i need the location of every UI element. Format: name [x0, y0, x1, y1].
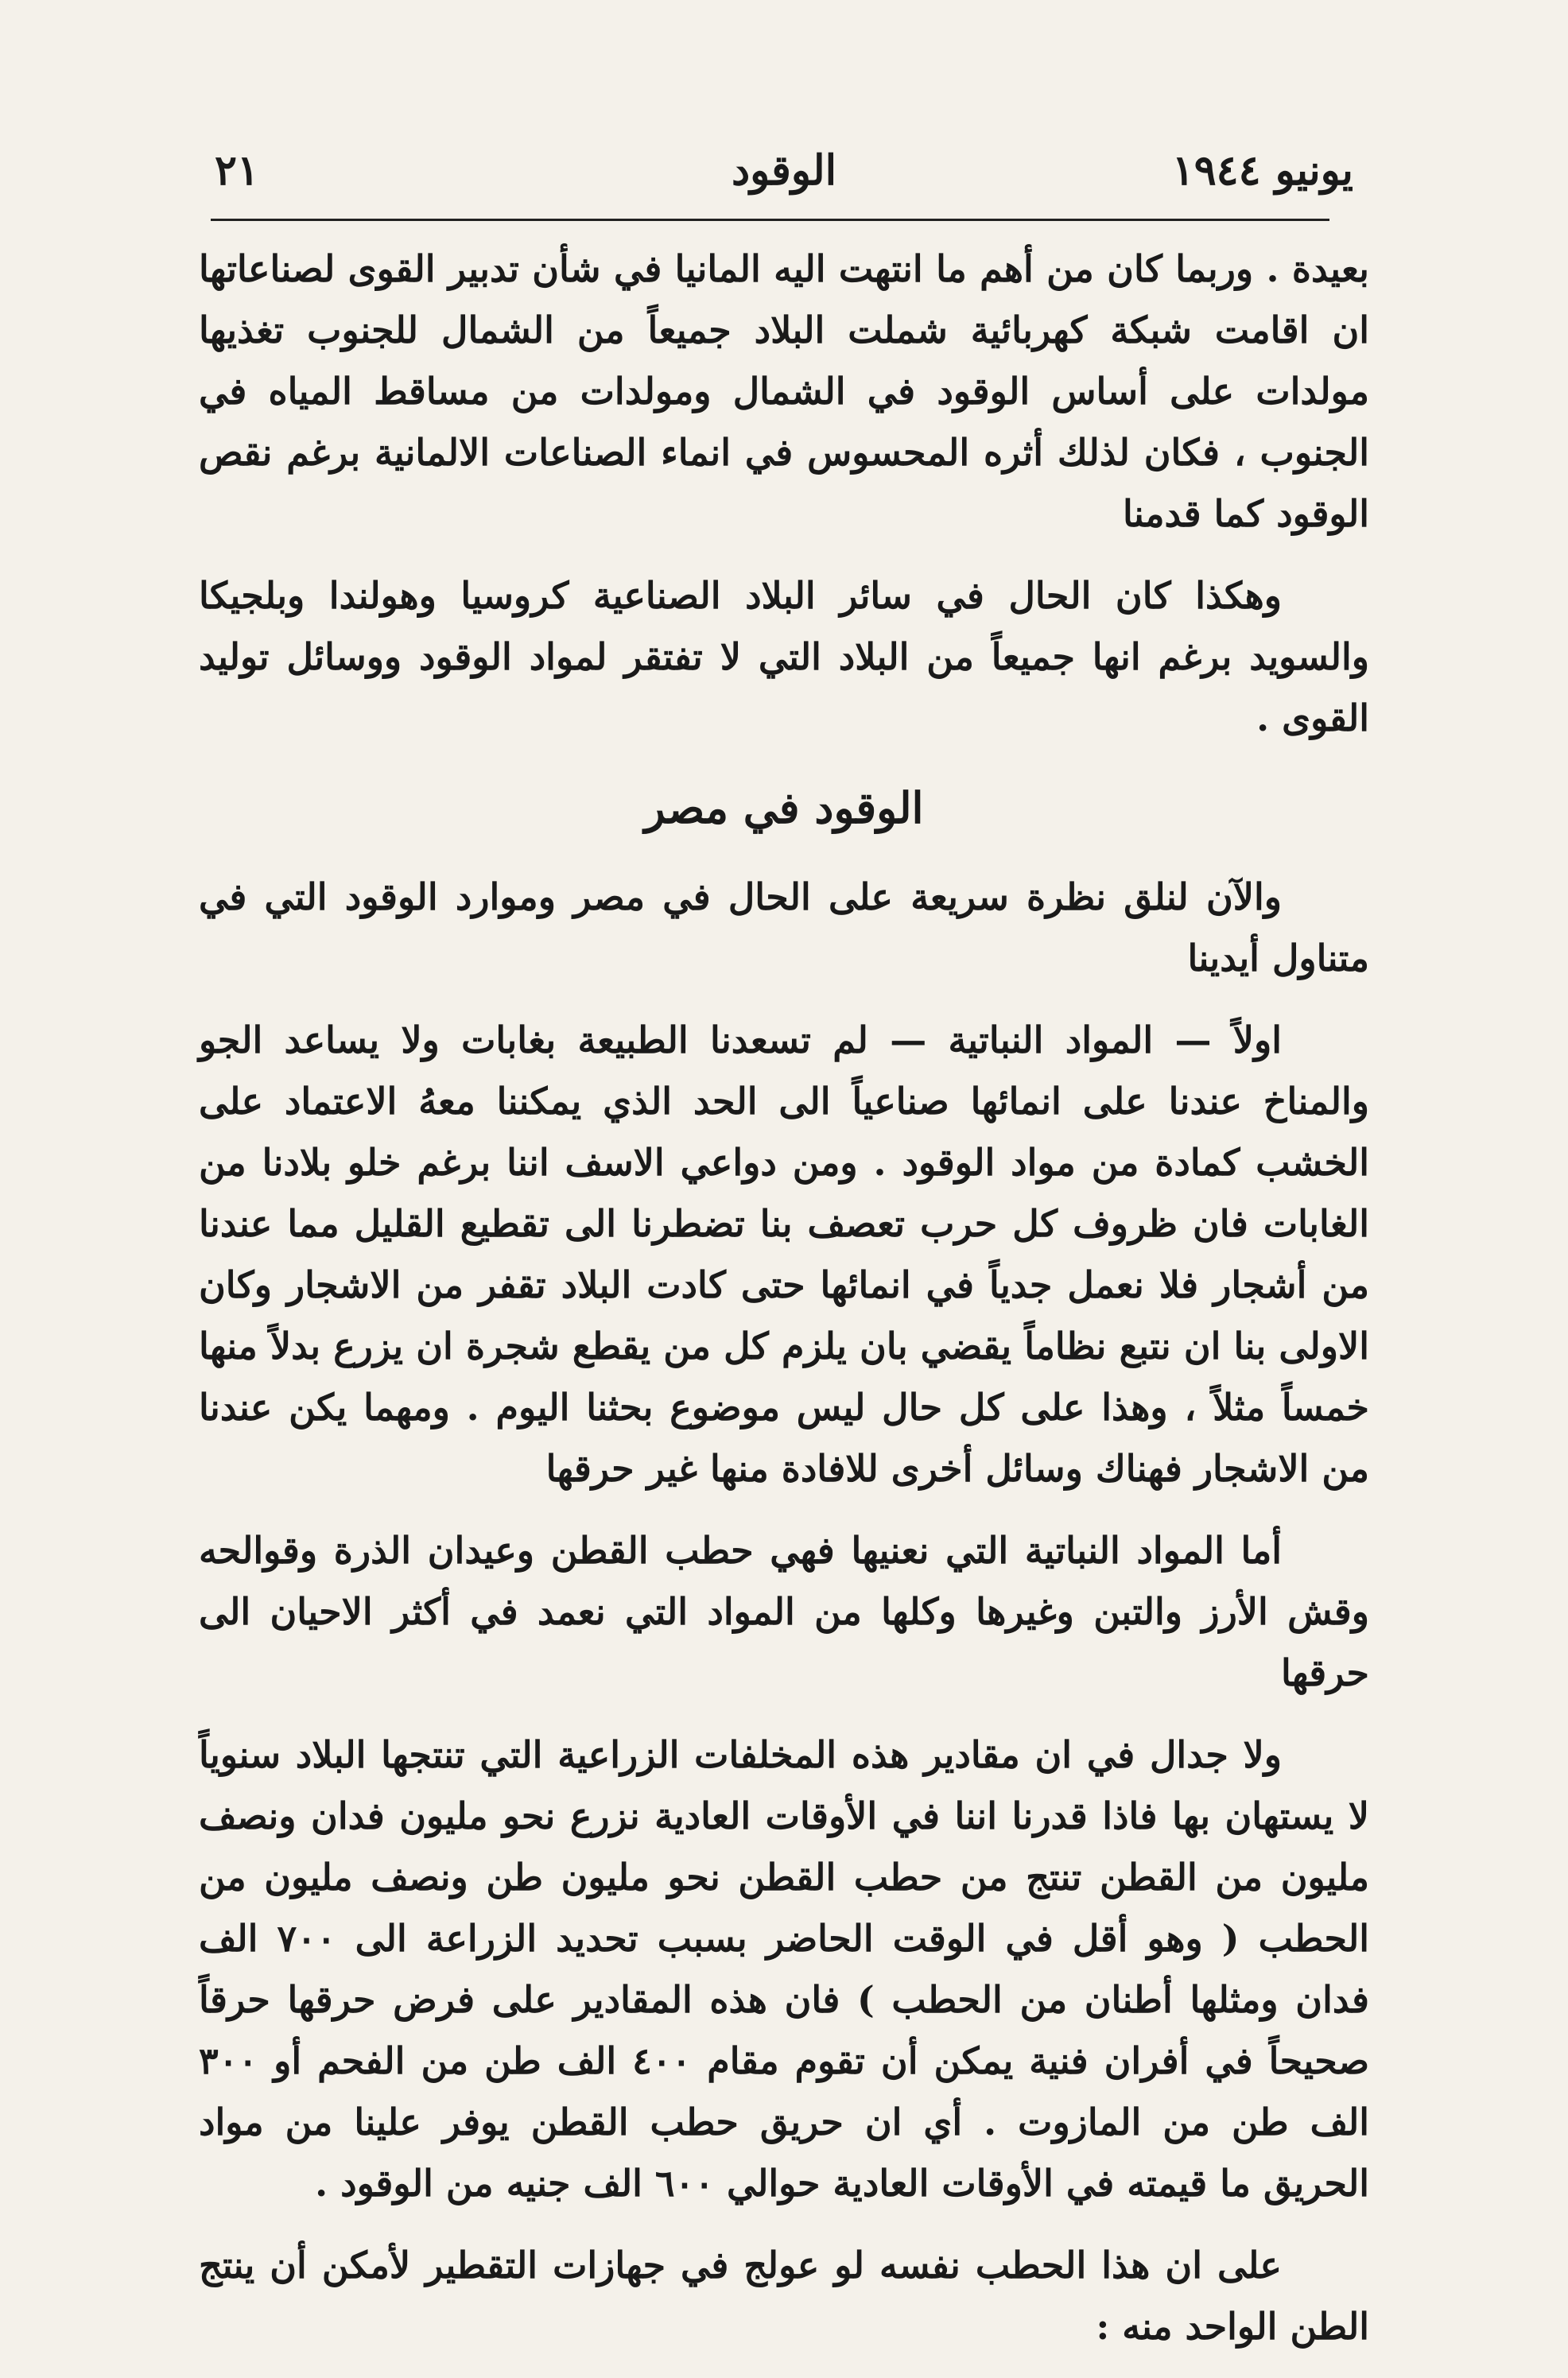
paragraph: ولا جدال في ان مقادير هذه المخلفات الزراعية التي تنتجها البلاد سنوياً لا يستهان بها فاذا قدرنا اننا في الأوقات العادية نزرع نحو مليون فدان ونصف مليون من القطن تنتج من حطب القطن نحو مليون طن ونصف مليون من الحطب ( وهو أقل في الوقت الحاضر بسبب تحديد الزراعة الى ٧٠٠ الف فدان ومثلها أطنان من الحطب ) فان هذه المقادير على فرض حرقها حرقاً صحيحاً في أفران فنية يمكن أن تقوم مقام ٤٠٠ الف طن من الفحم أو ٣٠٠ الف طن من المازوت . أي ان حريق حطب القطن يوفر علينا من مواد الحريق ما قيمته في الأوقات العادية حوالي ٦٠٠ الف جنيه من الوقود .: [199, 1733, 1370, 2205]
header-rule: [211, 219, 1329, 221]
paragraph: اولاً — المواد النباتية — لم تسعدنا الطبيعة بغابات ولا يساعد الجو والمناخ عندنا على انمائها صناعياً الى الحد الذي يمكننا معهُ الاعتماد على الخشب كمادة من مواد الوقود . ومن دواعي الاسف اننا برغم خلو بلادنا من الغابات فان ظروف كل حرب تعصف بنا تضطرنا الى تقطيع القليل مما عندنا من أشجار فلا نعمل جدياً في انمائها حتى كادت البلاد تقفر من الاشجار وكان الاولى بنا ان نتبع نظاماً يقضي بان يلزم كل من يقطع شجرة ان يزرع بدلاً منها خمساً مثلاً ، وهذا على كل حال ليس موضوع بحثنا اليوم . ومهما يكن عندنا من الاشجار فهناك وسائل أخرى للافادة منها غير حرقها: [199, 1018, 1370, 1490]
paragraph: على ان هذا الحطب نفسه لو عولج في جهازات التقطير لأمكن أن ينتج الطن الواحد منه :: [199, 2244, 1369, 2348]
paragraph: والآن لنلق نظرة سريعة على الحال في مصر وموارد الوقود التي في متناول أيدينا: [199, 875, 1369, 980]
journal-title: الوقود: [731, 146, 837, 195]
issue-date: يونيو ١٩٤٤: [1171, 146, 1353, 195]
page-number: ٢١: [215, 146, 259, 195]
paragraph: أما المواد النباتية التي نعنيها فهي حطب القطن وعيدان الذرة وقوالحه وقش الأرز والتبن وغيرها وكلها من المواد التي نعمد في أكثر الاحيان الى حرقها: [199, 1529, 1369, 1694]
section-heading: الوقود في مصر: [644, 782, 924, 833]
running-head: [215, 139, 1353, 203]
paragraph: وهكذا كان الحال في سائر البلاد الصناعية كروسيا وهولندا وبلجيكا والسويد برغم انها جميعاً من البلاد التي لا تفتقر لمواد الوقود ووسائل توليد القوى .: [199, 574, 1369, 739]
paragraph: بعيدة . وربما كان من أهم ما انتهت اليه المانيا في شأن تدبير القوى لصناعاتها ان اقامت شبكة كهربائية شملت البلاد جميعاً من الشمال للجنوب تغذيها مولدات على أساس الوقود في الشمال ومولدات من مساقط المياه في الجنوب ، فكان لذلك أثره المحسوس في انماء الصناعات الالمانية برغم نقص الوقود كما قدمنا: [199, 247, 1370, 535]
article-body: [199, 239, 1369, 2378]
